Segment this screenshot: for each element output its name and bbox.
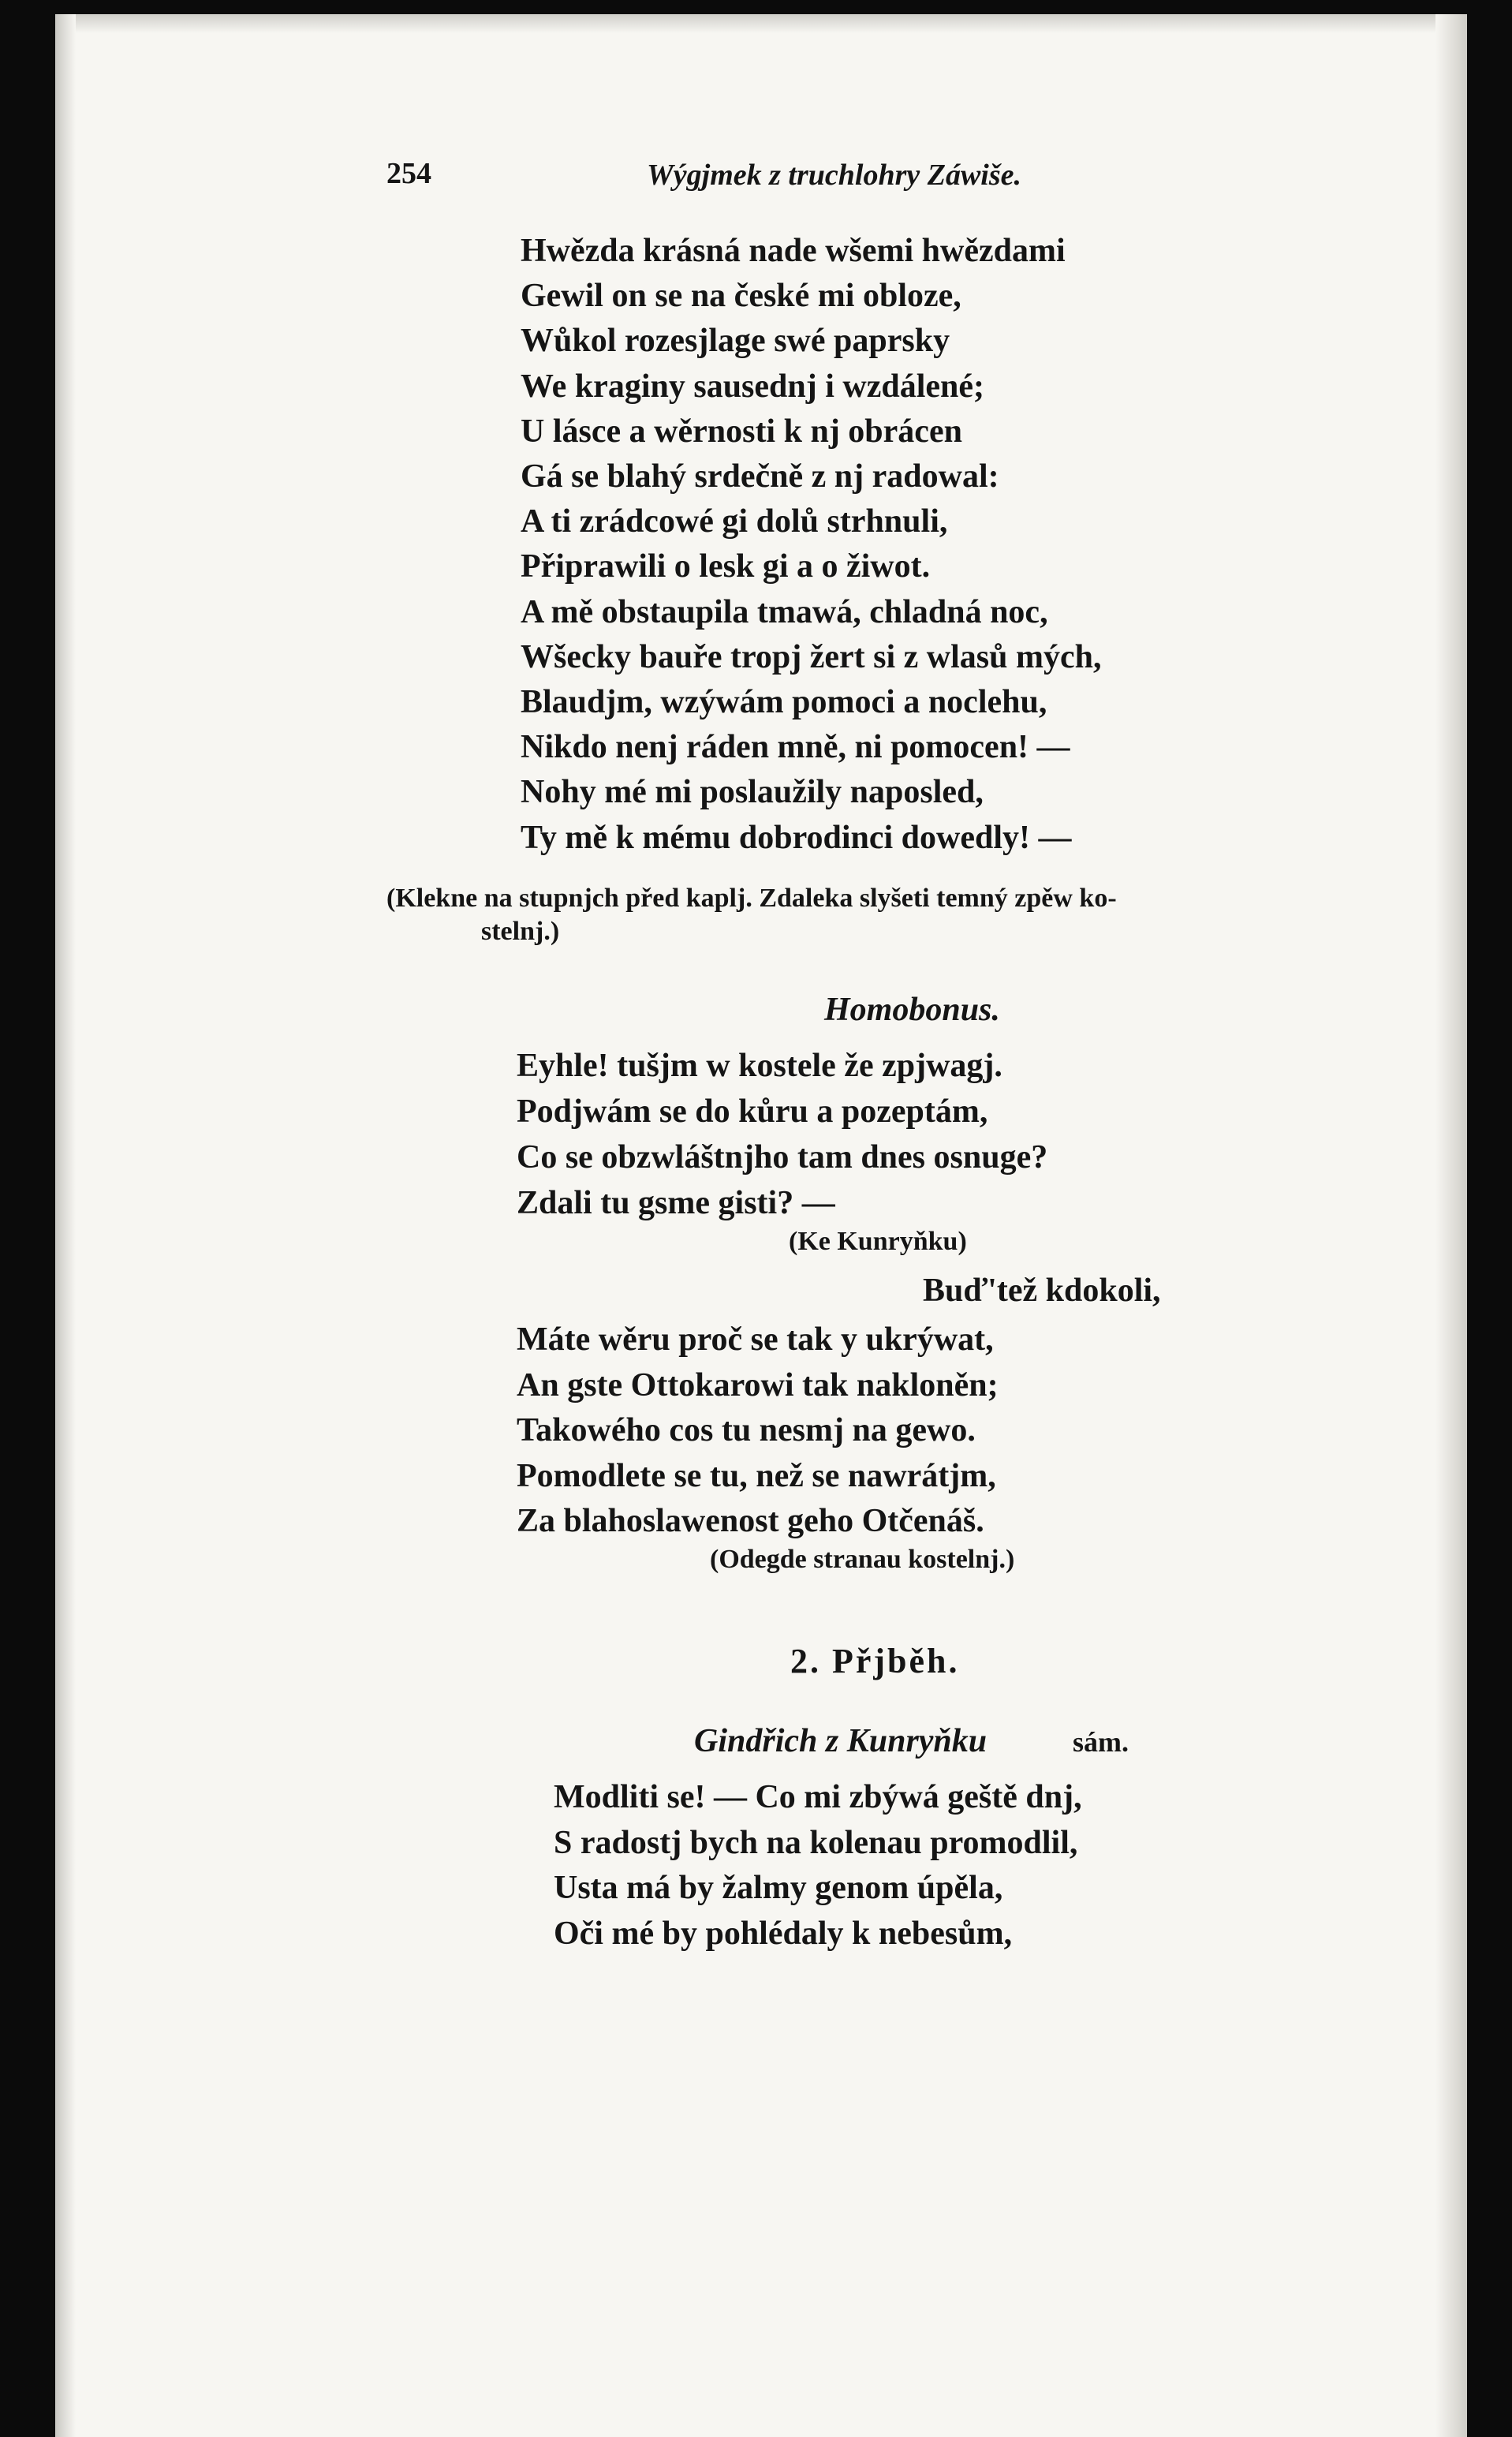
stage-direction-line: stelnj.) xyxy=(481,917,560,946)
verse-line: Za blahoslawenost geho Otčenáš. xyxy=(517,1503,984,1539)
verse-line: Wůkol rozesjlage swé paprsky xyxy=(521,323,950,360)
verse-line: Podjwám se do kůru a pozeptám, xyxy=(517,1093,988,1130)
speaker-name: Homobonus. xyxy=(824,992,1000,1028)
verse-line: Eyhle! tušjm w kostele že zpjwagj. xyxy=(517,1048,1002,1084)
page-right-shadow xyxy=(1435,14,1467,2437)
verse-line: Modliti se! — Co mi zbýwá geště dnj, xyxy=(554,1779,1082,1815)
verse-line: Gewil on se na české mi obloze, xyxy=(521,278,961,315)
verse-line: Takowého cos tu nesmj na gewo. xyxy=(517,1412,976,1448)
verse-line: Gá se blahý srdečně z nj radowal: xyxy=(521,458,999,495)
verse-line: Oči mé by pohlédaly k nebesům, xyxy=(554,1915,1013,1952)
verse-line: U lásce a wěrnosti k nj obrácen xyxy=(521,413,962,450)
speaker-note: sám. xyxy=(1073,1726,1129,1758)
page-number: 254 xyxy=(386,157,431,190)
stage-direction xyxy=(386,882,1117,948)
verse-line: We kraginy sausednj i wzdálené; xyxy=(521,368,985,405)
verse-line: A mě obstaupila tmawá, chladná noc, xyxy=(521,593,1048,630)
verse-line: Blaudjm, wzýwám pomoci a noclehu, xyxy=(521,684,1047,721)
verse-line: Nohy mé mi poslaužily naposled, xyxy=(521,774,984,811)
verse-block-4 xyxy=(554,1775,1082,1957)
scene-heading: 2. Přjběh. xyxy=(790,1642,960,1680)
verse-line: Pomodlete se tu, než se nawrátjm, xyxy=(517,1457,996,1494)
running-title: Wýgjmek z truchlohry Záwiše. xyxy=(647,159,1022,192)
verse-line: Připrawili o lesk gi a o žiwot. xyxy=(521,548,931,585)
verse-line: Máte wěru proč se tak y ukrýwat, xyxy=(517,1321,994,1358)
verse-line: Ty mě k mému dobrodinci dowedly! — xyxy=(521,819,1072,856)
verse-line: Nikdo nenj ráden mně, ni pomocen! — xyxy=(521,729,1070,766)
verse-line: Co se obzwláštnjho tam dnes osnuge? xyxy=(517,1139,1048,1176)
verse-line: Usta má by žalmy genom úpěla, xyxy=(554,1870,1003,1906)
verse-line: S radostj bych na kolenau promodlil, xyxy=(554,1824,1078,1861)
verse-block-1 xyxy=(521,229,1101,861)
page-top-shadow xyxy=(55,14,1467,33)
page-gutter-shadow xyxy=(55,14,76,2437)
speaker-name: Gindřich z Kunryňku xyxy=(694,1723,987,1759)
verse-line: Hwězda krásná nade wšemi hwězdami xyxy=(521,233,1066,269)
verse-block-2 xyxy=(517,1043,1047,1226)
stage-direction: (Odegde stranau kostelnj.) xyxy=(710,1545,1015,1574)
stage-direction-line: (Klekne na stupnjch před kaplj. Zdaleka slyšeti temný zpěw ko- xyxy=(386,884,1117,913)
stage-direction: (Ke Kunryňku) xyxy=(789,1227,967,1256)
verse-line: Zdali tu gsme gisti? — xyxy=(517,1185,835,1221)
verse-line: An gste Ottokarowi tak nakloněn; xyxy=(517,1366,999,1404)
verse-line: Wšecky bauře tropj žert si z wlasů mých, xyxy=(521,638,1102,675)
verse-block-3 xyxy=(517,1318,999,1545)
verse-line: A ti zrádcowé gi dolů strhnuli, xyxy=(521,503,948,540)
verse-half-line: Buď'tež kdokoli, xyxy=(923,1273,1161,1309)
